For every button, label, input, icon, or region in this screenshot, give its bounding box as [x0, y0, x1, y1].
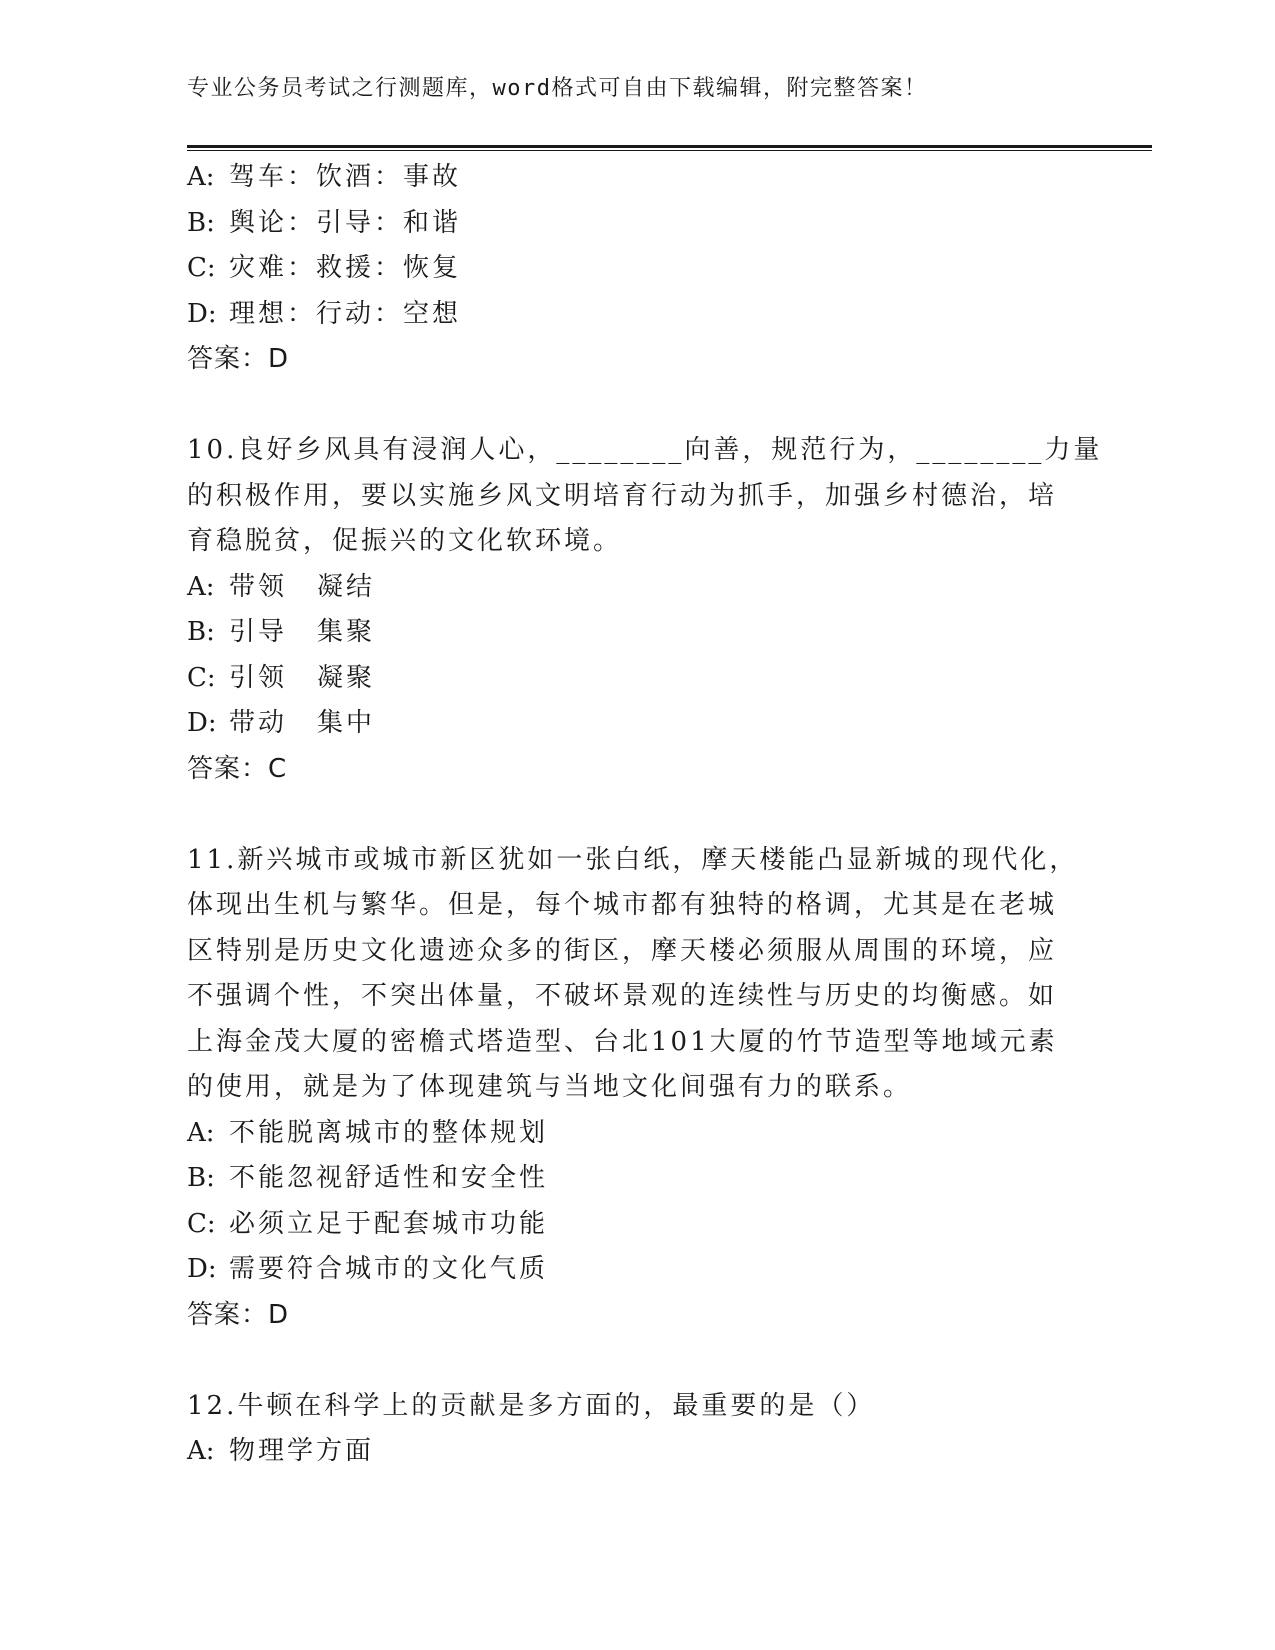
option-d: [187, 292, 1087, 338]
option-word: 引导: [229, 617, 288, 647]
option-letter: B:: [187, 617, 215, 647]
option-letter: A:: [187, 162, 215, 192]
answer-line: 答案：C: [187, 753, 288, 784]
answer-line: 答案：D: [187, 344, 290, 374]
spacer: [187, 792, 1087, 838]
document-body: [187, 155, 1103, 1475]
option-c: [187, 1202, 1087, 1248]
option-word: 凝结: [317, 571, 376, 602]
option-text: 需要符合城市的文化气质: [229, 1254, 549, 1284]
question-10: [187, 428, 1103, 792]
question-text-line: 不强调个性，不突出体量，不破坏景观的连续性与历史的均衡感。如: [187, 981, 1058, 1011]
question-text-line: 的积极作用，要以实施乡风文明培育行动为抓手，加强乡村德治，培: [187, 480, 1058, 511]
question-text-line: 区特别是历史文化遗迹众多的街区，摩天楼必须服从周围的环境，应: [187, 935, 1058, 966]
option-letter: D:: [187, 708, 217, 738]
option-text: 不能忽视舒适性和安全性: [229, 1163, 549, 1193]
question-text-line: 12.牛顿在科学上的贡献是多方面的，最重要的是（）: [187, 1390, 876, 1421]
header-divider: [187, 145, 1152, 151]
option-word: 引领: [229, 662, 288, 693]
option-text: 舆论：引导：和谐: [229, 207, 462, 238]
question-text-line: 育稳脱贫，促振兴的文化软环境。: [187, 526, 623, 556]
spacer: [187, 1338, 1087, 1384]
question-text-line: 上海金茂大厦的密檐式塔造型、台北101大厦的竹节造型等地域元素: [187, 1026, 1058, 1057]
option-text: 物理学方面: [229, 1436, 375, 1466]
question-12: [187, 1384, 1087, 1475]
question-text-line: 11.新兴城市或城市新区犹如一张白纸，摩天楼能凸显新城的现代化，: [187, 844, 1079, 875]
option-word: 集聚: [317, 617, 376, 647]
option-letter: A:: [187, 571, 215, 602]
option-word: 凝聚: [317, 662, 376, 693]
page-header: 专业公务员考试之行测题库，word格式可自由下载编辑，附完整答案！: [187, 76, 928, 101]
spacer: [187, 383, 1087, 429]
option-word: 带领: [229, 571, 288, 602]
option-b: [187, 201, 1087, 247]
option-text: 必须立足于配套城市功能: [229, 1208, 549, 1239]
option-a: [187, 155, 1087, 201]
option-letter: C:: [187, 253, 216, 283]
option-letter: B:: [187, 1163, 215, 1193]
option-letter: C:: [187, 1208, 216, 1239]
option-text: 理想：行动：空想: [229, 298, 462, 329]
option-letter: D:: [187, 298, 217, 329]
question-text-line: 的使用，就是为了体现建筑与当地文化间强有力的联系。: [187, 1072, 913, 1102]
option-c: [187, 246, 1087, 292]
option-text: 驾车：饮酒：事故: [229, 162, 462, 192]
option-letter: B:: [187, 207, 215, 238]
option-a: [187, 565, 1087, 611]
option-letter: A:: [187, 1436, 215, 1466]
answer-line: 答案：D: [187, 1299, 290, 1330]
option-d: [187, 1247, 1087, 1293]
option-c: [187, 656, 1087, 702]
option-b: [187, 610, 1087, 656]
option-word: 集中: [317, 708, 376, 738]
question-text-line: 体现出生机与繁华。但是，每个城市都有独特的格调，尤其是在老城: [187, 890, 1058, 920]
question-9: [187, 155, 1087, 383]
option-letter: C:: [187, 662, 216, 693]
option-a: [187, 1429, 1087, 1475]
option-b: [187, 1156, 1087, 1202]
option-word: 带动: [229, 708, 288, 738]
option-text: 灾难：救援：恢复: [229, 253, 462, 283]
question-11: [187, 838, 1087, 1339]
question-text-line: 10.良好乡风具有浸润人心，________向善，规范行为，________力量: [187, 435, 1103, 465]
option-a: [187, 1111, 1087, 1157]
option-d: [187, 701, 1087, 747]
option-letter: D:: [187, 1254, 217, 1284]
option-letter: A:: [187, 1117, 215, 1148]
option-text: 不能脱离城市的整体规划: [229, 1117, 549, 1148]
